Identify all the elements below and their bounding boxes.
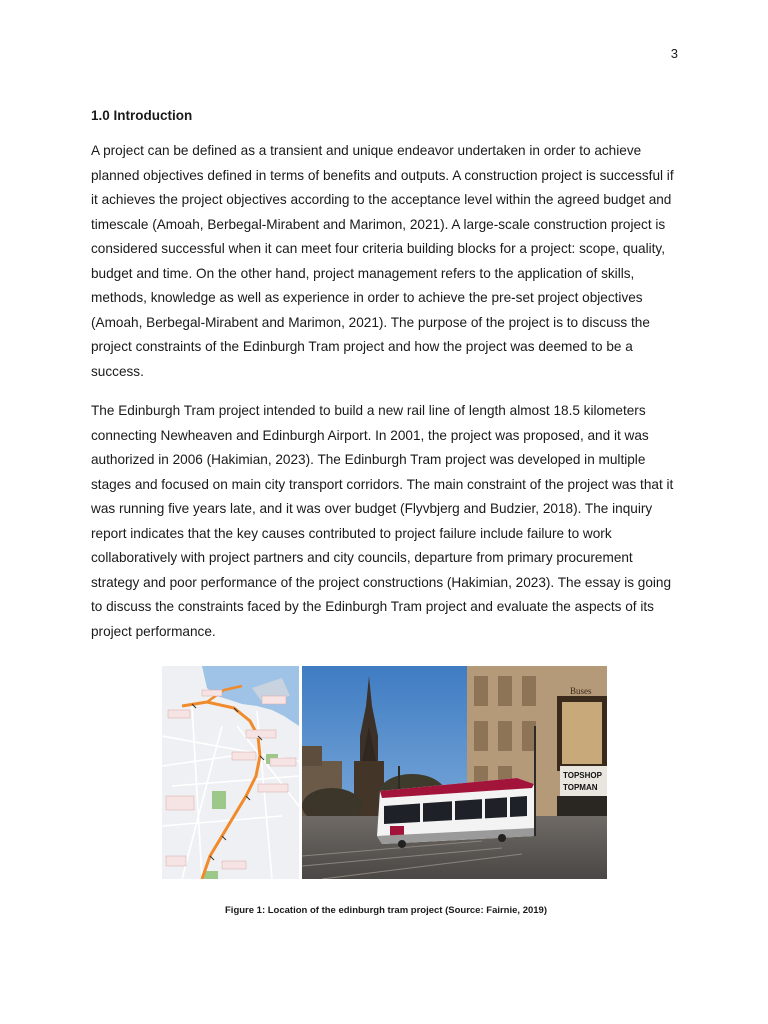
route-map	[162, 666, 299, 879]
shop-sign-topman: TOPMAN	[563, 783, 598, 792]
paragraph-1: A project can be defined as a transient and unique endeavor undertaken in order to achieve planned objectives defined in terms of benefits and outputs. A construction project is successful if it achieves the project objectives according to the acceptance level within the agreed budget and timescale (Amoah, Berbegal-Mirabent and Marimon, 2021). A large-scale construction project is considered successful when it can meet four criteria building blocks for a project: scope, quality, budget and time. On the other hand, project management refers to the application of skills, methods, knowledge as well as experience in order to achieve the pre-set project objectives (Amoah, Berbegal-Mirabent and Marimon, 2021). The purpose of the project is to discuss the project constraints of the Edinburgh Tram project and how the project was deemed to be a success.	[91, 143, 674, 379]
shop-sign-topshop: TOPSHOP	[563, 771, 602, 780]
figure	[162, 666, 607, 879]
route-map-graphic	[162, 666, 299, 879]
figure-caption: Figure 1: Location of the edinburgh tram project (Source: Fairnie, 2019)	[225, 905, 547, 916]
awning-text: Buses	[570, 686, 592, 696]
tram-photo-graphic	[302, 666, 607, 879]
page-number: 3	[670, 46, 678, 61]
tram-photo	[302, 666, 607, 879]
paragraph-2: The Edinburgh Tram project intended to build a new rail line of length almost 18.5 kilometers connecting Newheaven and Edinburgh Airport. In 2001, the project was proposed, and it was authorized in 2006 (Hakimian, 2023). The Edinburgh Tram project was developed in multiple stages and focused on main city transport corridors. The main constraint of the project was that it was running five years late, and it was over budget (Flyvbjerg and Budzier, 2018). The inquiry report indicates that the key causes contributed to project failure include failure to work collaboratively with project partners and city councils, departure from primary procurement strategy and poor performance of the project constructions (Hakimian, 2023). The essay is going to discuss the constraints faced by the Edinburgh Tram project and evaluate the aspects of its project performance.	[91, 403, 674, 639]
section-heading: 1.0 Introduction	[91, 108, 193, 123]
